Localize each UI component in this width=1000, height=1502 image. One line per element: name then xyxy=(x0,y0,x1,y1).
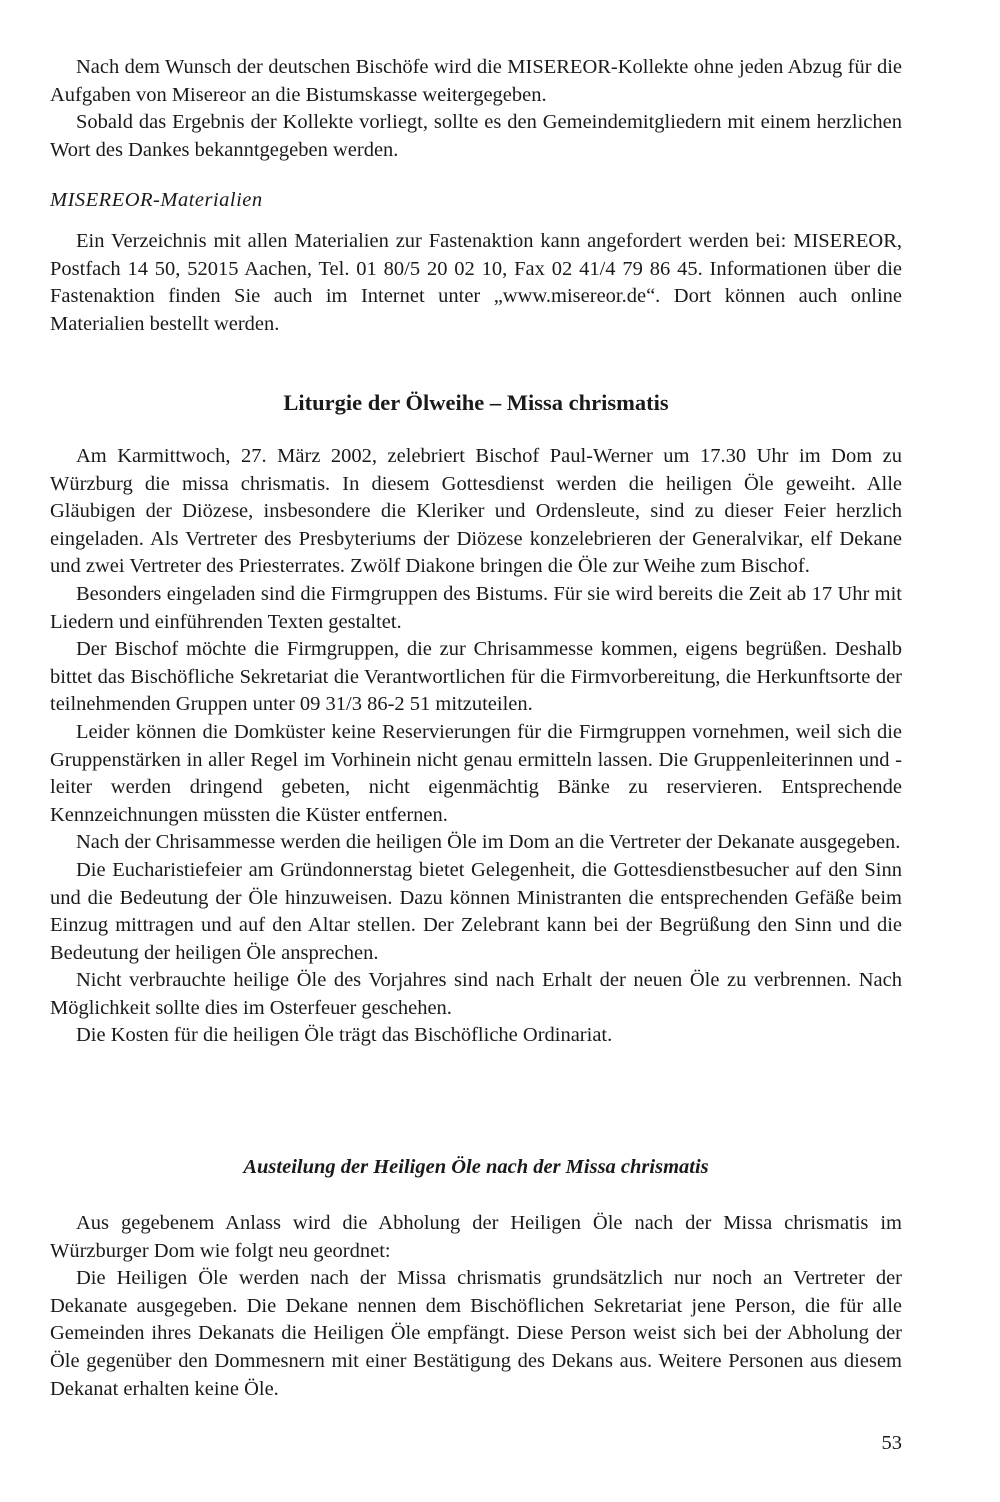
paragraph: Aus gegebenem Anlass wird die Abholung der Heiligen Öle nach der Missa chrismatis im Würzburger Dom wie folgt neu geordnet: xyxy=(50,1212,902,1262)
section-materials xyxy=(50,187,902,214)
section-distribution xyxy=(50,1210,902,1403)
section-kollekte xyxy=(50,54,902,164)
section-liturgy xyxy=(50,443,902,1050)
paragraph: Sobald das Ergebnis der Kollekte vorliegt, sollte es den Gemeindemitgliedern mit einem herzlichen Wort des Dankes bekanntgegeben werden. xyxy=(50,111,902,161)
page-number: 53 xyxy=(881,1432,902,1454)
paragraph: Ein Verzeichnis mit allen Materialien zur Fastenaktion kann angefordert werden bei: MISEREOR, Postfach 14 50, 52015 Aachen, Tel. 01 80/5 20 02 10, Fax 02 41/4 79 86 45. Informationen über die Fastenaktion finden Sie auch im Internet unter „www.misereor.de“. Dort können auch online Materialien bestellt werden. xyxy=(50,230,902,335)
paragraph: Am Karmittwoch, 27. März 2002, zelebriert Bischof Paul-Werner um 17.30 Uhr im Dom zu Würzburg die missa chrismatis. In diesem Gottesdienst werden die heiligen Öle geweiht. Alle Gläubigen der Diözese, insbesondere die Kleriker und Ordensleute, sind zu dieser Feier herzlich eingeladen. Als Vertreter des Presbyteriums der Diözese konzelebrieren der Generalvikar, elf Dekane und zwei Vertreter des Priesterrates. Zwölf Diakone bringen die Öle zur Weihe zum Bischof. xyxy=(50,445,902,578)
paragraph: Besonders eingeladen sind die Firmgruppen des Bistums. Für sie wird bereits die Zeit ab 17 Uhr mit Liedern und einführenden Texten gestaltet. xyxy=(50,582,902,633)
paragraph: Der Bischof möchte die Firmgruppen, die zur Chrisammesse kommen, eigens begrüßen. Deshalb bittet das Bischöfliche Sekretariat die Verantwortlichen für die Firmvorbereitung, die Herkunftsorte der teilnehmenden Gruppen unter 09 31/3 86-2 51 mitzuteilen. xyxy=(50,638,902,716)
paragraph: Nach der Chrisammesse werden die heiligen Öle im Dom an die Vertreter der Dekanate ausgegeben. xyxy=(76,831,901,854)
paragraph: Die Eucharistiefeier am Gründonnerstag bietet Gelegenheit, die Gottesdienstbesucher auf den Sinn und die Bedeutung der Öle hinzuweisen. Dazu können Ministranten die entsprechenden Gefäße beim Einzug mittragen und auf den Altar stellen. Der Zelebrant kann bei der Begrüßung den Sinn und die Bedeutung der heiligen Öle ansprechen. xyxy=(50,858,902,964)
section-subtitle: Austeilung der Heiligen Öle nach der Missa chrismatis xyxy=(243,1156,709,1178)
paragraph: Nicht verbrauchte heilige Öle des Vorjahres sind nach Erhalt der neuen Öle zu verbrennen. Nach Möglichkeit sollte dies im Osterfeuer geschehen. xyxy=(50,969,902,1019)
section-subtitle: MISEREOR-Materialien xyxy=(50,189,263,211)
distribution-heading xyxy=(50,1154,902,1181)
paragraph: Nach dem Wunsch der deutschen Bischöfe wird die MISEREOR-Kollekte ohne jeden Abzug für die Aufgaben von Misereor an die Bistumskasse weitergegeben. xyxy=(50,56,902,106)
paragraph: Leider können die Domküster keine Reservierungen für die Firmgruppen vornehmen, weil sich die Gruppenstärken in aller Regel im Vorhinein nicht genau ermitteln lassen. Die Gruppenleiterinnen und -leiter werden dringend gebeten, nicht eigenmächtig Bänke zu reservieren. Entsprechende Kennzeichnungen müssten die Küster entfernen. xyxy=(50,720,902,826)
materials-body xyxy=(50,228,902,338)
paragraph: Die Kosten für die heiligen Öle trägt das Bischöfliche Ordinariat. xyxy=(76,1024,613,1047)
liturgy-heading xyxy=(50,388,902,418)
paragraph: Die Heiligen Öle werden nach der Missa chrismatis grundsätzlich nur noch an Vertreter der Dekanate ausgegeben. Die Dekane nennen dem Bischöflichen Sekretariat jene Person, die für alle Gemeinden ihres Dekanats die Heiligen Öle empfängt. Diese Person weist sich bei der Abholung der Öle gegenüber den Dommesnern mit einer Bestätigung des Dekans aus. Weitere Personen aus diesem Dekanat erhalten keine Öle. xyxy=(50,1267,902,1400)
section-title: Liturgie der Ölweihe – Missa chrismatis xyxy=(283,390,669,415)
